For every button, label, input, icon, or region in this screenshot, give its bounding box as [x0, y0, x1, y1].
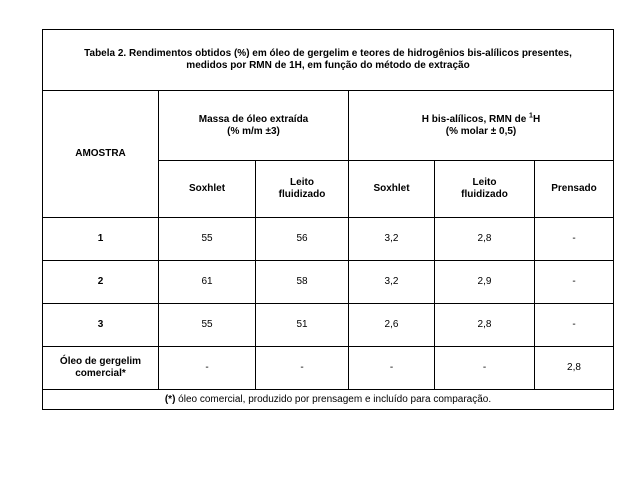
col-leito-1-line1: Leito: [290, 177, 314, 188]
caption-line-2: medidos por RMN de 1H, em função do método de extração: [186, 60, 470, 71]
cell-value: 2,8: [435, 218, 535, 261]
hbis-header-text: H bis-alílicos, RMN de: [421, 113, 530, 125]
amostra-header: AMOSTRA: [43, 91, 159, 218]
cell-value: 2,8: [435, 304, 535, 347]
hbis-header: [349, 91, 614, 161]
cell-value: 2,8: [535, 347, 614, 390]
footnote-text: óleo comercial, produzido por prensagem e incluído para comparação.: [175, 393, 492, 405]
massa-header: [159, 91, 349, 161]
results-table: [42, 29, 614, 410]
table-row: [43, 261, 614, 304]
table-caption: [43, 30, 614, 91]
cell-value: 2,9: [435, 261, 535, 304]
col-prensado: Prensado: [535, 161, 614, 218]
col-leito-2: [435, 161, 535, 218]
cell-value: 3,2: [349, 218, 435, 261]
table-row: [43, 347, 614, 390]
cell-value: -: [535, 218, 614, 261]
cell-value: 51: [256, 304, 349, 347]
cell-value: 55: [159, 218, 256, 261]
footnote: [43, 390, 614, 410]
massa-header-line1: Massa de óleo extraída: [198, 113, 309, 125]
row-label: 2: [43, 261, 159, 304]
hbis-header-h: H: [532, 113, 541, 125]
table-row: [43, 304, 614, 347]
row-label: [43, 347, 159, 390]
hbis-header-superscript: 1: [529, 112, 533, 120]
col-leito-2-line1: Leito: [472, 177, 497, 188]
col-soxhlet-2: Soxhlet: [349, 161, 435, 218]
row-label: 1: [43, 218, 159, 261]
table-row: [43, 218, 614, 261]
cell-value: -: [435, 347, 535, 390]
cell-value: -: [535, 304, 614, 347]
cell-value: 55: [159, 304, 256, 347]
footnote-marker: (*): [164, 393, 176, 405]
col-leito-1-line2: fluidizado: [278, 189, 326, 200]
caption-line-1: Tabela 2. Rendimentos obtidos (%) em óleo de gergelim e teores de hidrogênios bis-alílicos presentes,: [84, 48, 572, 59]
col-leito-1: [256, 161, 349, 218]
row-label-line1: Óleo de gergelim: [59, 356, 142, 367]
cell-value: -: [349, 347, 435, 390]
cell-value: 58: [256, 261, 349, 304]
cell-value: 56: [256, 218, 349, 261]
col-leito-2-line2: fluidizado: [461, 189, 508, 200]
row-label-line2: comercial*: [75, 368, 126, 379]
hbis-header-line1: [349, 114, 613, 126]
massa-header-line2: (% m/m ±3): [227, 125, 280, 137]
cell-value: -: [256, 347, 349, 390]
col-soxhlet-1: Soxhlet: [159, 161, 256, 218]
hbis-header-line2: (% molar ± 0,5): [445, 125, 517, 137]
cell-value: -: [159, 347, 256, 390]
cell-value: -: [535, 261, 614, 304]
cell-value: 2,6: [349, 304, 435, 347]
row-label: 3: [43, 304, 159, 347]
cell-value: 61: [159, 261, 256, 304]
cell-value: 3,2: [349, 261, 435, 304]
